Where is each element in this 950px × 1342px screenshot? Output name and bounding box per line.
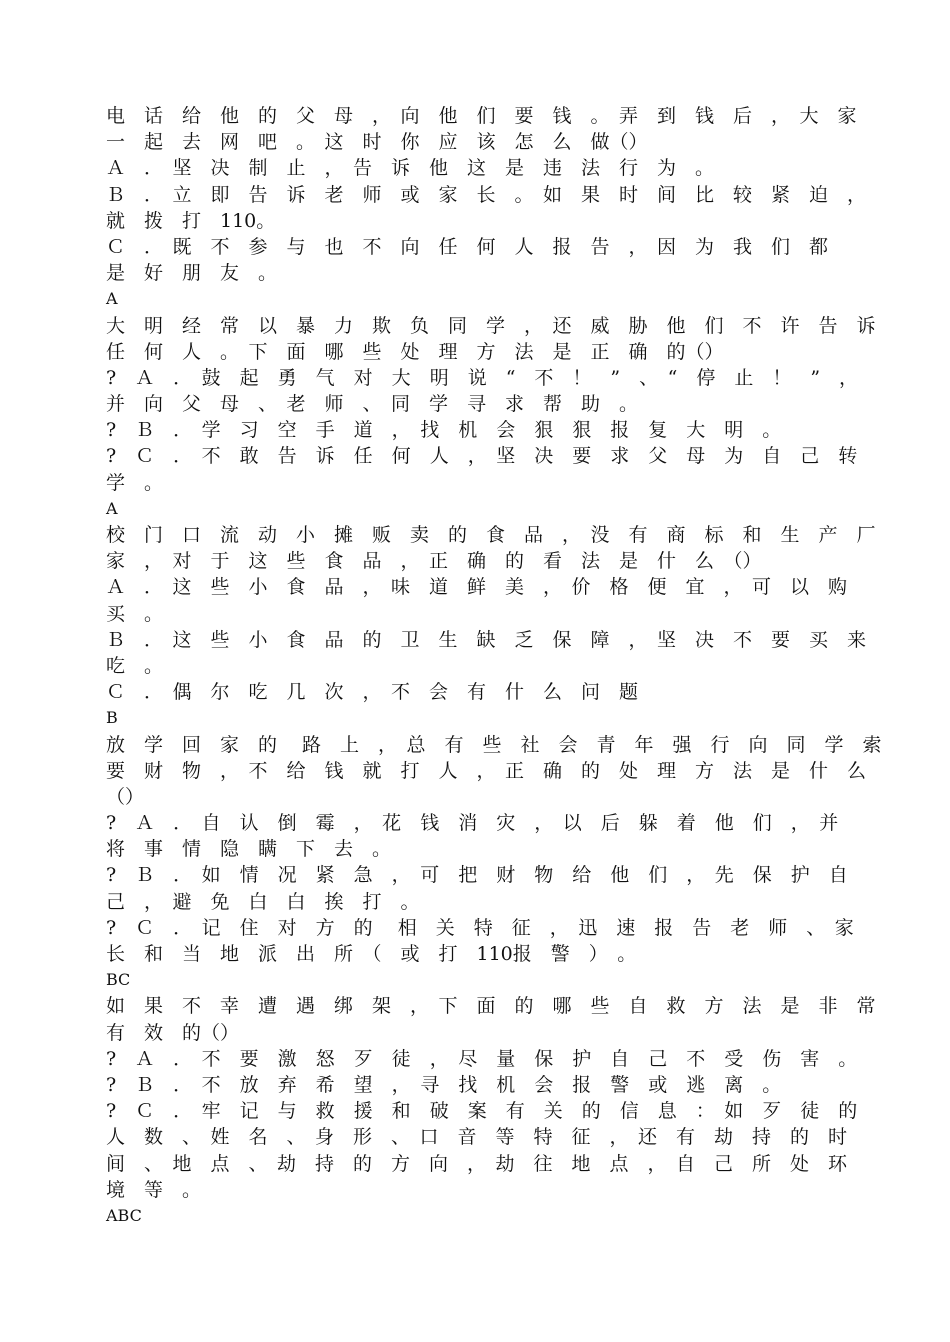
- option-a: Ａ ． 这 些 小 食 品 ， 味 道 鲜 美 ， 价 格 便 宜 ， 可 以 购: [106, 576, 848, 599]
- answer: A: [106, 289, 118, 309]
- option-a: ? Ａ ． 不 要 激 怒 歹 徒 ， 尽 量 保 护 自 己 不 受 伤 害 。: [106, 1047, 858, 1070]
- text-line: 己 ， 避 免 白 白 挨 打 。: [106, 890, 420, 913]
- text-line: 长 和 当 地 派 出 所 （ 或 打 110报 警 ） 。: [106, 943, 637, 965]
- option-b: Ｂ ． 这 些 小 食 品 的 卫 生 缺 乏 保 障 ， 坚 决 不 要 买 来: [106, 628, 867, 651]
- option-c: Ｃ ． 偶 尔 吃 几 次 ， 不 会 有 什 么 问 题: [106, 681, 639, 704]
- option-a: ? Ａ ． 自 认 倒 霉 ， 花 钱 消 灾 ， 以 后 躲 着 他 们 ， 并: [106, 812, 839, 835]
- text-line: 是 好 朋 友 。: [106, 262, 278, 285]
- option-c: Ｃ ． 既 不 参 与 也 不 向 任 何 人 报 告 ， 因 为 我 们 都: [106, 235, 829, 258]
- question-text: 有 效 的（）: [106, 1021, 240, 1044]
- option-b: ? Ｂ ． 不 放 弃 希 望 ， 寻 找 机 会 报 警 或 逃 离 。: [106, 1073, 782, 1096]
- question-text: 大 明 经 常 以 暴 力 欺 负 同 学 ， 还 威 胁 他 们 不 许 告 诉: [106, 314, 876, 337]
- option-a: ? Ａ ． 鼓 起 勇 气 对 大 明 说 “ 不 ！ ” 、 “ 停 止 ！ ” ，: [106, 366, 859, 389]
- answer: B: [106, 708, 118, 728]
- option-b: ? Ｂ ． 如 情 况 紧 急 ， 可 把 财 物 给 他 们 ， 先 保 护 自: [106, 864, 848, 887]
- question-text: 家 ， 对 于 这 些 食 品 ， 正 确 的 看 法 是 什 么 （）: [106, 550, 762, 573]
- question-text: 任 何 人 。 下 面 哪 些 处 理 方 法 是 正 确 的（）: [106, 340, 724, 363]
- answer: BC: [106, 970, 131, 990]
- answer: ABC: [106, 1205, 142, 1225]
- document-body: [106, 103, 882, 1229]
- text-line: 就 拨 打 110。: [106, 209, 276, 232]
- text-line: 境 等 。: [106, 1178, 202, 1201]
- option-a: Ａ ． 坚 决 制 止 ， 告 诉 他 这 是 违 法 行 为 。: [106, 157, 715, 180]
- text-line: 学 。: [106, 471, 164, 494]
- question-text: 如 果 不 幸 遭 遇 绑 架 ， 下 面 的 哪 些 自 救 方 法 是 非 常: [106, 995, 876, 1018]
- question-text: 校 门 口 流 动 小 摊 贩 卖 的 食 品 ， 没 有 商 标 和 生 产 厂: [106, 524, 876, 546]
- question-text: 要 财 物 ， 不 给 钱 就 打 人 ， 正 确 的 处 理 方 法 是 什 么: [106, 759, 867, 782]
- option-c: ? Ｃ ． 不 敢 告 诉 任 何 人 ， 坚 决 要 求 父 母 为 自 己 转: [106, 445, 858, 468]
- option-b: ? Ｂ ． 学 习 空 手 道 ， 找 机 会 狠 狠 报 复 大 明 。: [106, 419, 782, 442]
- option-c: ? Ｃ ． 记 住 对 方 的 相 关 特 征 ， 迅 速 报 告 老 师 、 家: [106, 916, 854, 939]
- text-line: 并 向 父 母 、 老 师 、 同 学 寻 求 帮 助 。: [106, 393, 639, 416]
- text-line: 电 话 给 他 的 父 母 ， 向 他 们 要 钱 。 弄 到 钱 后 ， 大 家: [106, 105, 857, 127]
- text-line: 买 。: [106, 602, 164, 625]
- question-text: 放 学 回 家 的 路 上 ， 总 有 些 社 会 青 年 强 行 向 同 学 索: [106, 733, 882, 756]
- text-line: 人 数 、 姓 名 、 身 形 、 口 音 等 特 征 ， 还 有 劫 持 的 时: [106, 1126, 848, 1149]
- option-b: Ｂ ． 立 即 告 诉 老 师 或 家 长 。 如 果 时 间 比 较 紧 迫 ，: [106, 183, 867, 206]
- text-line: 间 、 地 点 、 劫 持 的 方 向 ， 劫 往 地 点 ， 自 己 所 处 环: [106, 1152, 848, 1175]
- text-line: 一 起 去 网 吧 。 这 时 你 应 该 怎 么 做（）: [106, 131, 648, 154]
- answer: A: [106, 498, 118, 518]
- text-line: 将 事 情 隐 瞒 下 去 。: [106, 838, 392, 861]
- option-c: ? Ｃ ． 牢 记 与 救 援 和 破 案 有 关 的 信 息 ： 如 歹 徒 的: [106, 1100, 858, 1123]
- text-line: 吃 。: [106, 654, 164, 677]
- text-line: （）: [106, 785, 145, 808]
